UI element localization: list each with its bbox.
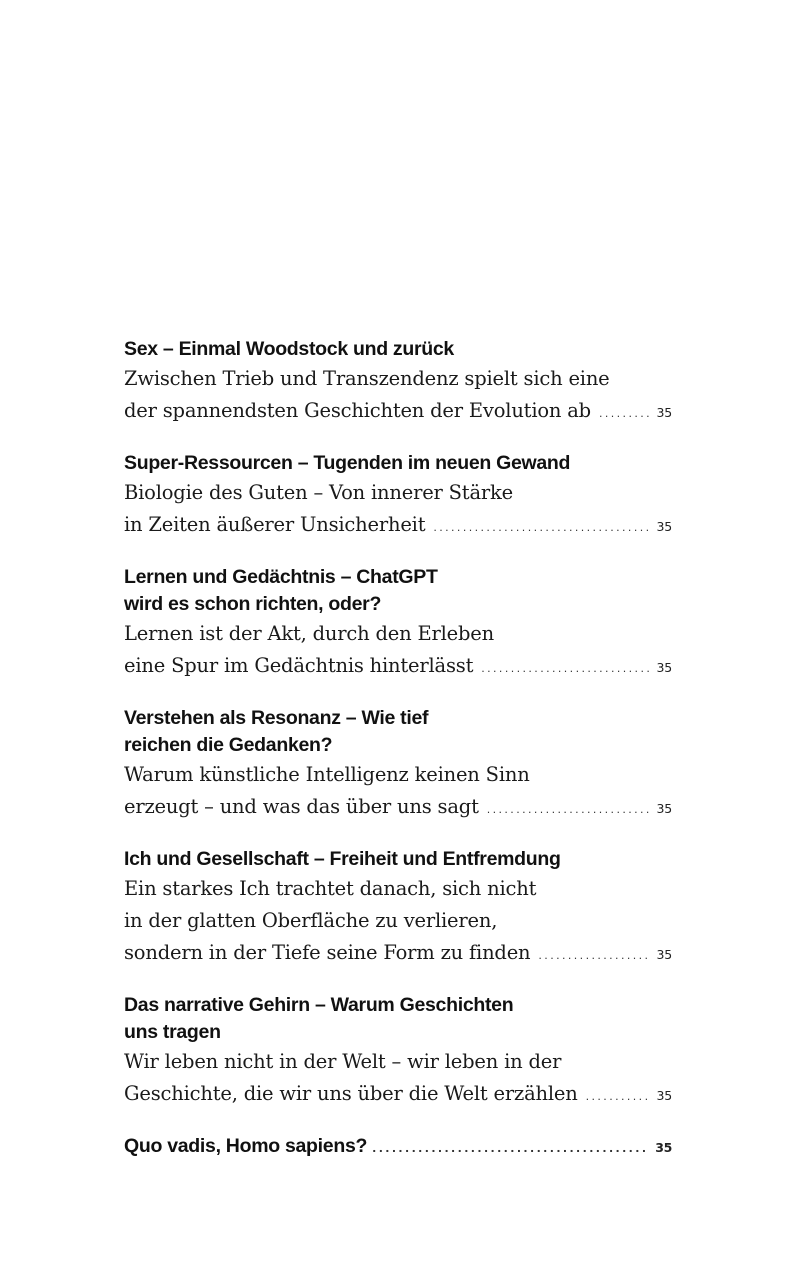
toc-subtitle-last-line: sondern in der Tiefe seine Form zu finden bbox=[124, 941, 531, 964]
toc-leader-line bbox=[124, 1078, 672, 1113]
toc-entry-title bbox=[124, 450, 672, 477]
page-number: 35 bbox=[656, 801, 672, 816]
toc-title-line: uns tragen bbox=[124, 1021, 221, 1043]
toc-leader-line bbox=[124, 650, 672, 685]
toc-title-line: reichen die Gedanken? bbox=[124, 734, 333, 756]
toc-title-line: Verstehen als Resonanz – Wie tief bbox=[124, 707, 429, 729]
table-of-contents bbox=[124, 336, 672, 1182]
toc-subtitle-line: Zwischen Trieb und Transzendenz spielt sich eine bbox=[124, 367, 610, 390]
toc-subtitle-last-line: Geschichte, die wir uns über die Welt erzählen bbox=[124, 1082, 578, 1105]
toc-subtitle-last-line: erzeugt – und was das über uns sagt bbox=[124, 795, 479, 818]
toc-leader-line bbox=[124, 1133, 672, 1162]
dot-leader bbox=[538, 940, 650, 972]
toc-subtitle-line: Lernen ist der Akt, durch den Erleben bbox=[124, 622, 494, 645]
toc-subtitle-line: in der glatten Oberfläche zu verlieren, bbox=[124, 909, 498, 932]
toc-subtitle-line: Warum künstliche Intelligenz keinen Sinn bbox=[124, 763, 530, 786]
toc-entry[interactable] bbox=[124, 705, 672, 826]
toc-subtitle-line: Biologie des Guten – Von innerer Stärke bbox=[124, 481, 513, 504]
toc-entry-title: Quo vadis, Homo sapiens? bbox=[124, 1135, 368, 1157]
toc-entry-subtitle bbox=[124, 477, 672, 544]
toc-entry[interactable] bbox=[124, 992, 672, 1113]
toc-title-line: Das narrative Gehirn – Warum Geschichten bbox=[124, 994, 514, 1016]
toc-entry-title bbox=[124, 564, 672, 618]
toc-title-line: Super-Ressourcen – Tugenden im neuen Gewand bbox=[124, 452, 571, 474]
toc-leader-line bbox=[124, 937, 672, 972]
page-number: 35 bbox=[655, 1140, 672, 1155]
toc-entry[interactable] bbox=[124, 450, 672, 544]
page-number: 35 bbox=[656, 519, 672, 534]
dot-leader bbox=[372, 1135, 649, 1162]
dot-leader bbox=[487, 794, 651, 826]
toc-entry[interactable] bbox=[124, 846, 672, 972]
toc-subtitle-last-line: eine Spur im Gedächtnis hinterlässt bbox=[124, 654, 474, 677]
page-number: 35 bbox=[656, 660, 672, 675]
dot-leader bbox=[481, 653, 650, 685]
toc-subtitle-line: Ein starkes Ich trachtet danach, sich nicht bbox=[124, 877, 537, 900]
page-number: 35 bbox=[656, 947, 672, 962]
toc-entry-title bbox=[124, 992, 672, 1046]
toc-title-line: Lernen und Gedächtnis – ChatGPT bbox=[124, 566, 438, 588]
toc-entry-subtitle bbox=[124, 873, 672, 972]
toc-entry-subtitle bbox=[124, 1046, 672, 1113]
toc-subtitle-line: Wir leben nicht in der Welt – wir leben in der bbox=[124, 1050, 562, 1073]
toc-title-line: wird es schon richten, oder? bbox=[124, 593, 382, 615]
page-number: 35 bbox=[656, 405, 672, 420]
toc-leader-line bbox=[124, 791, 672, 826]
toc-entry-subtitle bbox=[124, 363, 672, 430]
toc-entry-subtitle bbox=[124, 618, 672, 685]
dot-leader bbox=[586, 1081, 651, 1113]
toc-entry-title bbox=[124, 705, 672, 759]
toc-entry-subtitle bbox=[124, 759, 672, 826]
dot-leader bbox=[599, 398, 651, 430]
toc-title-line: Sex – Einmal Woodstock und zurück bbox=[124, 338, 454, 360]
toc-entry-final[interactable] bbox=[124, 1133, 672, 1162]
toc-entry-title bbox=[124, 336, 672, 363]
toc-leader-line bbox=[124, 395, 672, 430]
toc-title-line: Ich und Gesellschaft – Freiheit und Entfremdung bbox=[124, 848, 561, 870]
toc-subtitle-last-line: der spannendsten Geschichten der Evolution ab bbox=[124, 399, 591, 422]
toc-entry[interactable] bbox=[124, 564, 672, 685]
toc-entry-title bbox=[124, 846, 672, 873]
dot-leader bbox=[433, 512, 650, 544]
page-number: 35 bbox=[656, 1088, 672, 1103]
toc-entry[interactable] bbox=[124, 336, 672, 430]
toc-subtitle-last-line: in Zeiten äußerer Unsicherheit bbox=[124, 513, 426, 536]
toc-leader-line bbox=[124, 509, 672, 544]
